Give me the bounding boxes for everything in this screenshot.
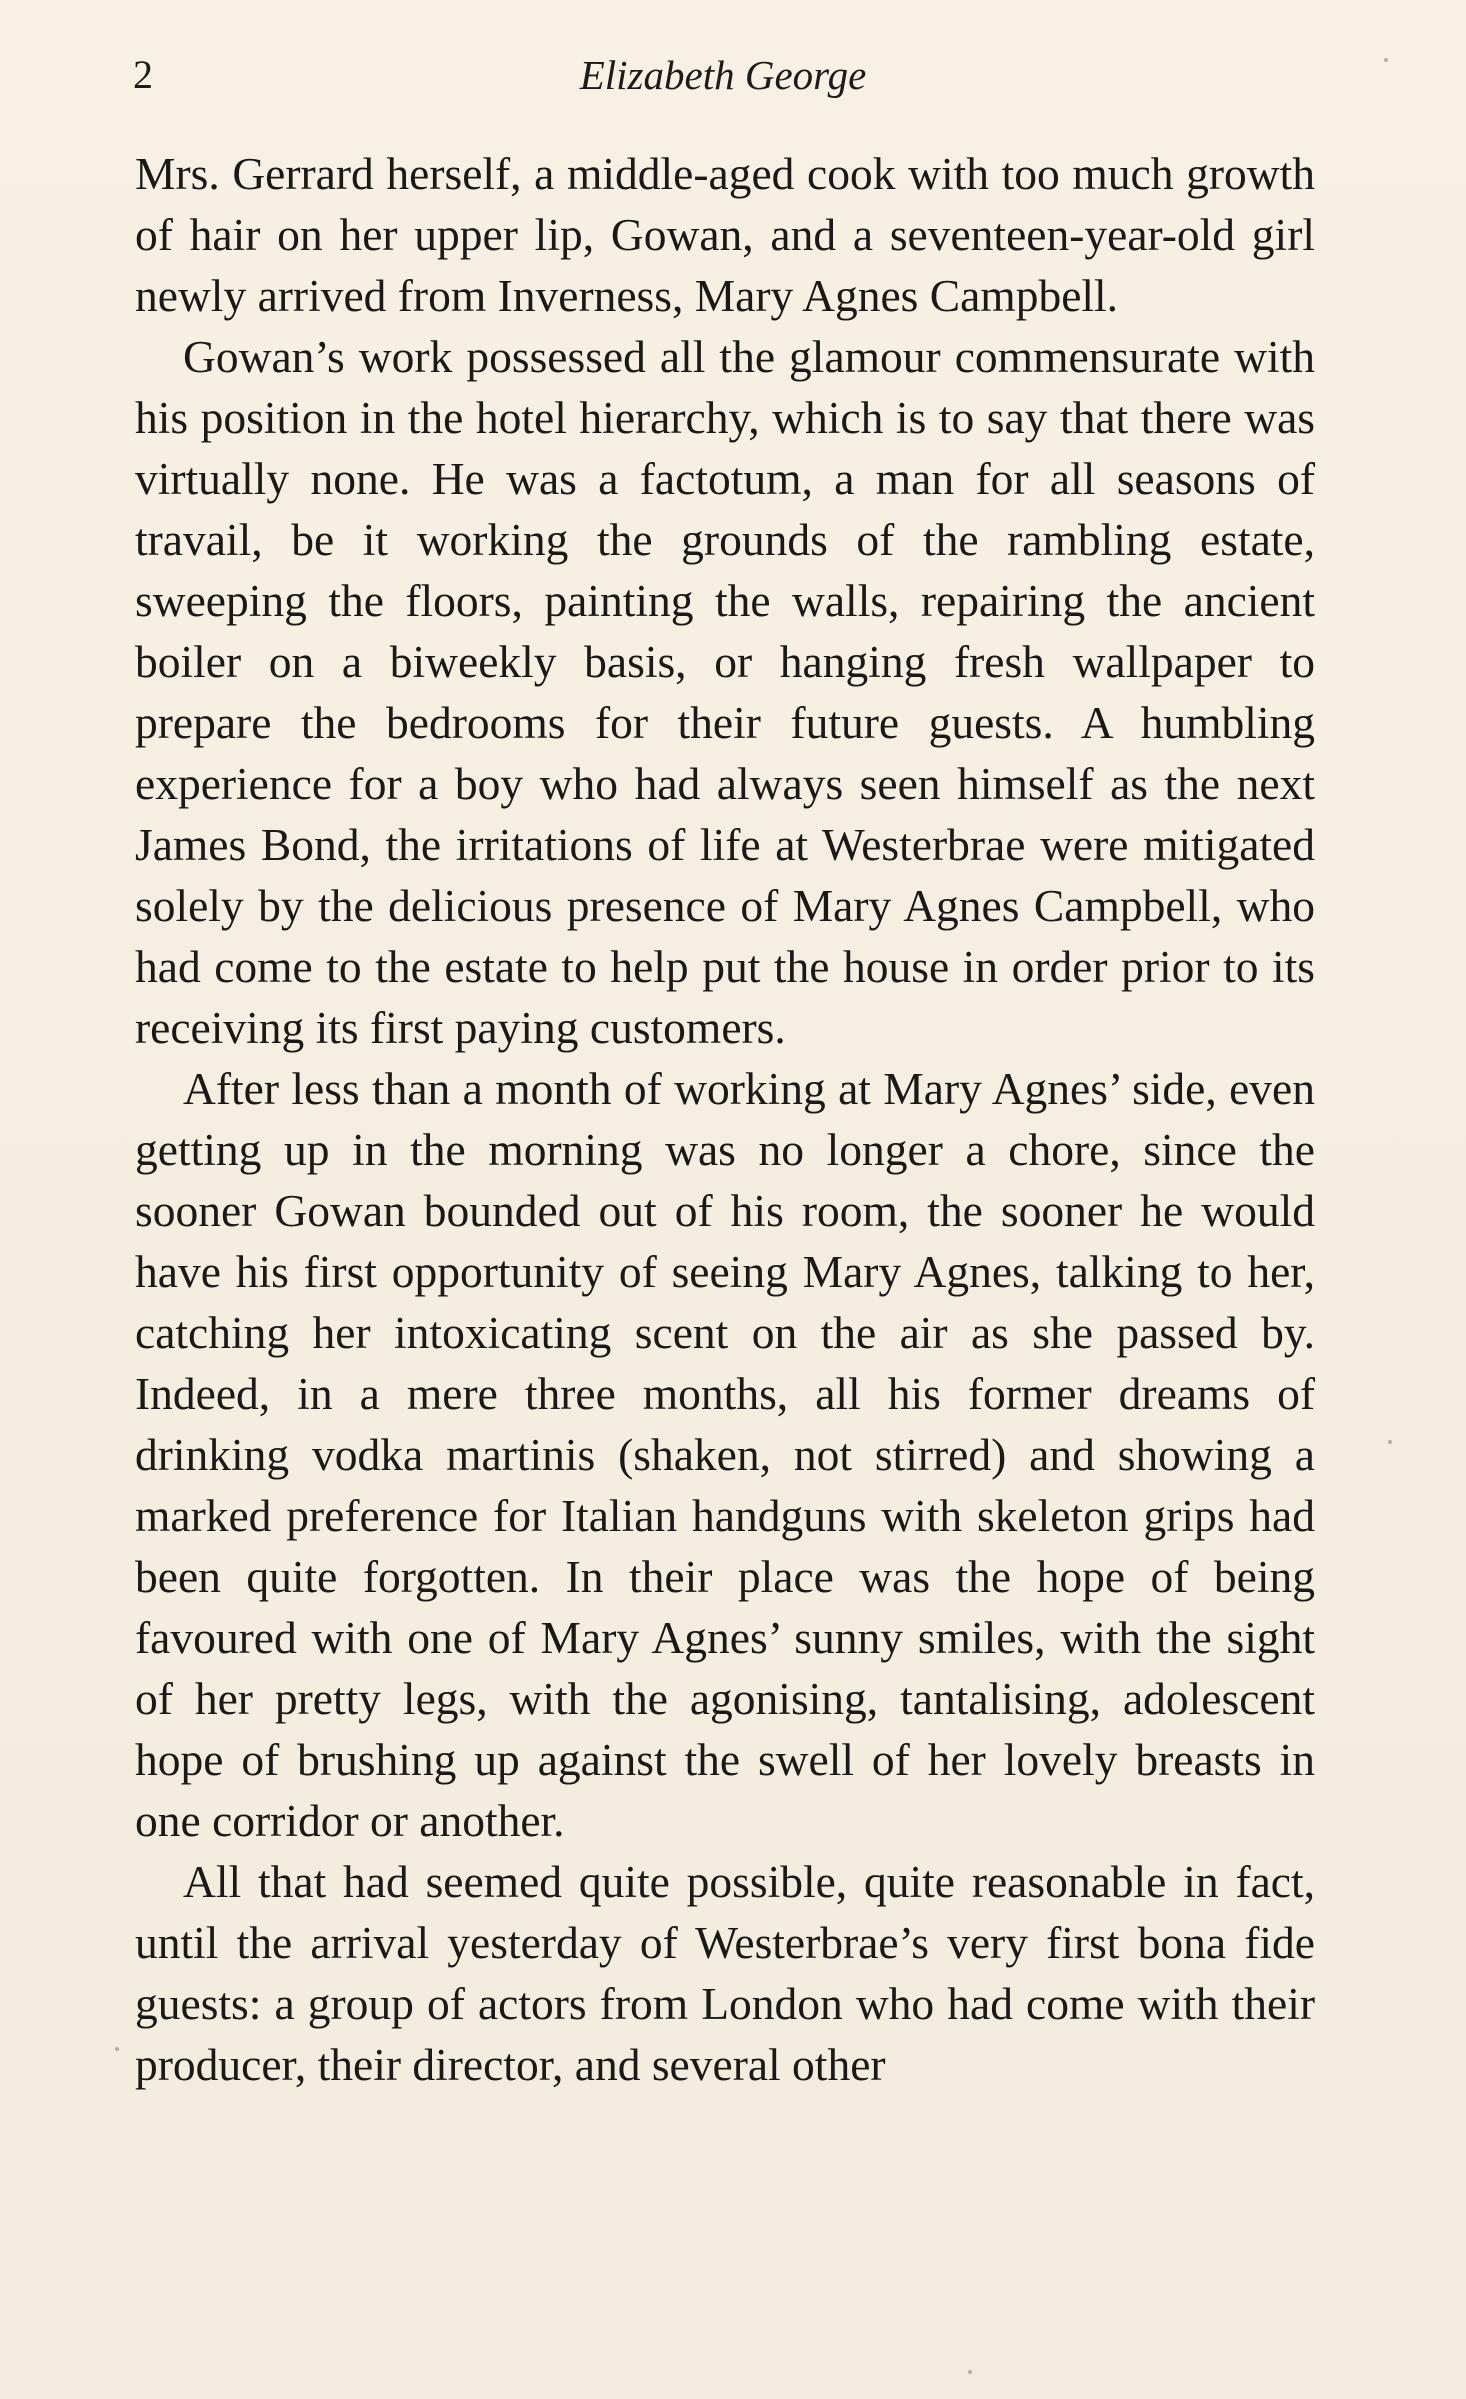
page-number: 2 (133, 52, 153, 97)
paper-speck (115, 2047, 119, 2051)
running-head (133, 45, 1313, 105)
paragraph: Mrs. Gerrard herself, a middle-aged cook with too much growth of hair on her upper lip, Gowan, and a seventeen-year-old girl newly arrived from Inverness, Mary Agnes Campbell. (135, 148, 1315, 321)
paragraph: All that had seemed quite possible, quite reasonable in fact, until the arrival yesterday of Westerbrae’s very first bona fide guests: a group of actors from London who had come with their producer, their director, and several other (135, 1856, 1315, 2090)
paragraph: Gowan’s work possessed all the glamour commensurate with his position in the hotel hierarchy, which is to say that there was virtually none. He was a factotum, a man for all seasons of travail, be it working the grounds of the rambling estate, sweeping the floors, painting the walls, repairing the ancient boiler on a biweekly basis, or hanging fresh wallpaper to prepare the bedrooms for their future guests. A humbling experience for a boy who had always seen himself as the next James Bond, the irritations of life at Westerbrae were mitigated solely by the delicious presence of Mary Agnes Campbell, who had come to the estate to help put the house in order prior to its receiving its first paying customers. (135, 331, 1315, 1053)
paper-speck (1388, 1440, 1392, 1444)
paper-speck (1384, 58, 1388, 62)
running-head-author: Elizabeth George (579, 52, 867, 98)
paragraph: After less than a month of working at Mary Agnes’ side, even getting up in the morning was no longer a chore, since the sooner Gowan bounded out of his room, the sooner he would have his first opportunity of seeing Mary Agnes, talking to her, catching her intoxicating scent on the air as she passed by. Indeed, in a mere three months, all his former dreams of drinking vodka martinis (shaken, not stirred) and showing a marked preference for Italian handguns with skeleton grips had been quite forgotten. In their place was the hope of being favoured with one of Mary Agnes’ sunny smiles, with the sight of her pretty legs, with the agonising, tantalising, adolescent hope of brushing up against the swell of her lovely breasts in one corridor or another. (135, 1063, 1315, 1846)
body-text (135, 143, 1315, 2095)
paper-speck (968, 2370, 972, 2374)
